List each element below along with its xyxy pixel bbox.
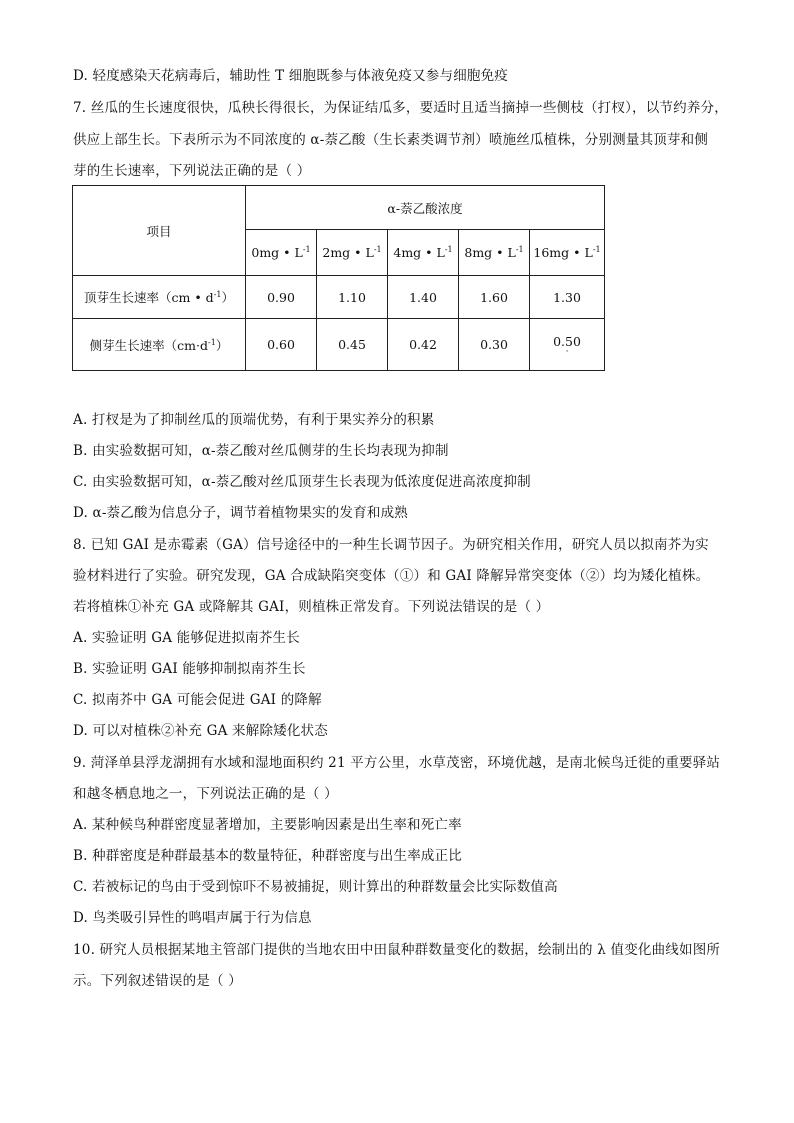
- table-col-header: 8mg • $L^{-1}$: [459, 230, 530, 276]
- table-row: [73, 319, 605, 371]
- growth-rate-table: [72, 185, 605, 371]
- question-7-stem-line-3: 芽的生长速率，下列说法正确的是（ ）: [73, 163, 311, 179]
- question-8-option-c: C. 拟南芥中 GA 可能会促进 GAI 的降解: [73, 692, 322, 708]
- table-row-label: 顶芽生长速率（cm • $d^{-1}$）: [73, 276, 246, 319]
- question-8-option-a: A. 实验证明 GA 能够促进拟南芥生长: [73, 630, 300, 646]
- question-9-option-a: A. 某种候鸟种群密度显著增加，主要影响因素是出生率和死亡率: [73, 817, 462, 833]
- table-cell: 0.60: [246, 319, 317, 371]
- table-cell: 1.30: [530, 276, 605, 319]
- question-9-option-b: B. 种群密度是种群最基本的数量特征，种群密度与出生率成正比: [73, 848, 463, 864]
- question-7-option-d: D. α-萘乙酸为信息分子，调节着植物果实的发育和成熟: [73, 505, 409, 521]
- question-8-option-b: B. 实验证明 GAI 能够抑制拟南芥生长: [73, 661, 306, 677]
- table-cell: 0.30: [459, 319, 530, 371]
- table-cell: 1.40: [388, 276, 459, 319]
- table-cell: 0.42: [388, 319, 459, 371]
- question-7-stem-line-2: 供应上部生长。下表所示为不同浓度的 α-萘乙酸（生长素类调节剂）喷施丝瓜植株，分别测量其顶芽和侧: [73, 132, 709, 148]
- question-9-line: 9. 菏泽单县浮龙湖拥有水域和湿地面积约 21 平方公里，水草茂密，环境优越，是南北候鸟迁徙的重要驿站: [73, 755, 721, 771]
- table-col-header: 2mg • $L^{-1}$: [317, 230, 388, 276]
- table-corner-header: 项目: [73, 186, 246, 276]
- table-cell: 0.50 ·: [530, 319, 605, 371]
- question-9-option-d: D. 鸟类吸引异性的鸣唱声属于行为信息: [73, 910, 312, 926]
- table-row-label: 侧芽生长速率$(cm\cdot d^{-1})$: [73, 319, 246, 371]
- question-8-option-d: D. 可以对植株②补充 GA 来解除矮化状态: [73, 723, 328, 739]
- question-7-option-b: B. 由实验数据可知，α-萘乙酸对丝瓜侧芽的生长均表现为抑制: [73, 443, 449, 459]
- table-cell: 1.60: [459, 276, 530, 319]
- table-cell: 0.90: [246, 276, 317, 319]
- question-9-option-c: C. 若被标记的鸟由于受到惊吓不易被捕捉，则计算出的种群数量会比实际数值高: [73, 879, 558, 895]
- question-10-line: 10. 研究人员根据某地主管部门提供的当地农田中田鼠种群数量变化的数据，绘制出的 λ 值变化曲线如图所: [73, 942, 721, 958]
- table-col-header: 4mg • $L^{-1}$: [388, 230, 459, 276]
- question-7-stem-line-1: 7. 丝瓜的生长速度很快，瓜秧长得很长，为保证结瓜多，要适时且适当摘掉一些侧枝（打杈），以节约养分，: [73, 100, 728, 116]
- table-col-header: 16mg • $L^{-1}$: [530, 230, 605, 276]
- question-7-option-c: C. 由实验数据可知，α-萘乙酸对丝瓜顶芽生长表现为低浓度促进高浓度抑制: [73, 474, 531, 490]
- question-10-line: 示。下列叙述错误的是（ ）: [73, 973, 242, 989]
- table-cell: 1.10: [317, 276, 388, 319]
- table-row: [73, 276, 605, 319]
- table-group-header: α-萘乙酸浓度: [246, 186, 605, 230]
- question-8-line: 8. 已知 GAI 是赤霉素（GA）信号途径中的一种生长调节因子。为研究相关作用，研究人员以拟南芥为实: [73, 537, 709, 553]
- question-6-option-d: D. 轻度感染天花病毒后，辅助性 T 细胞既参与体液免疫又参与细胞免疫: [73, 68, 509, 84]
- stray-dot: ·: [565, 347, 569, 357]
- question-8-line: 验材料进行了实验。研究发现，GA 合成缺陷突变体（①）和 GAI 降解异常突变体（②）均为矮化植株。: [73, 568, 710, 584]
- question-7-option-a: A. 打杈是为了抑制丝瓜的顶端优势，有利于果实养分的积累: [73, 412, 435, 428]
- table-cell: 0.45: [317, 319, 388, 371]
- table-col-header: 0mg • $L^{-1}$: [246, 230, 317, 276]
- question-8-line: 若将植株①补充 GA 或降解其 GAI，则植株正常发育。下列说法错误的是（ ）: [73, 599, 550, 615]
- question-9-line: 和越冬栖息地之一，下列说法正确的是（ ）: [73, 786, 338, 802]
